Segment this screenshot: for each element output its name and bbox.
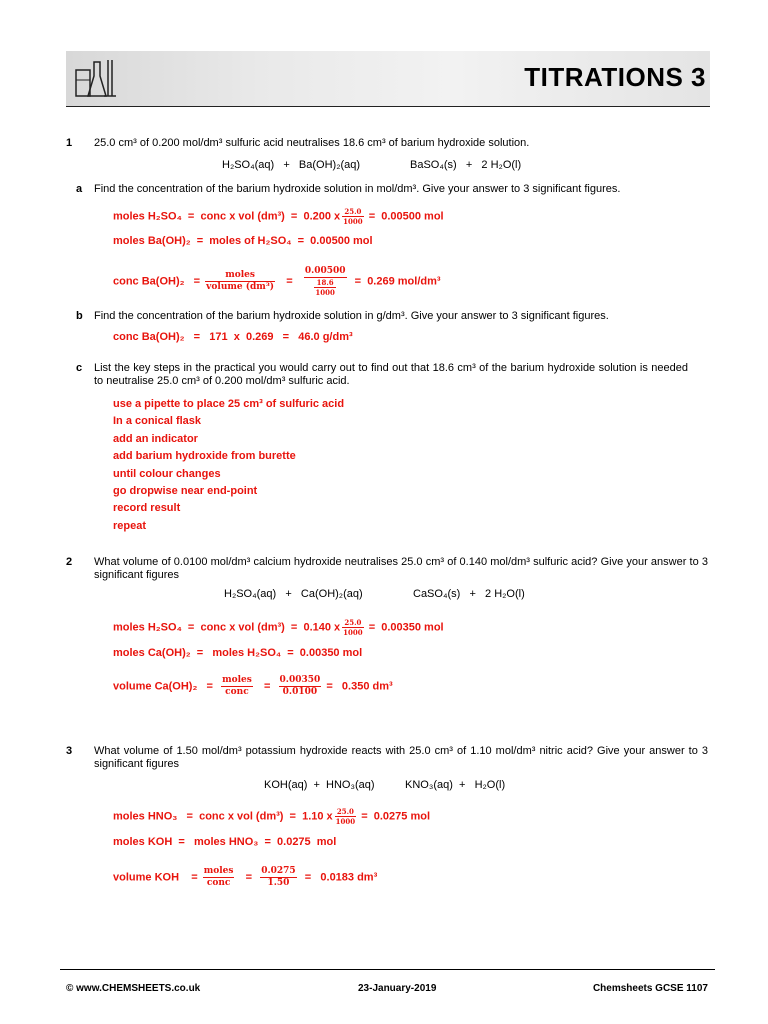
fraction-numerator: 0.00500 <box>304 266 346 276</box>
question-1-number: 1 <box>66 137 73 149</box>
q2-answer-line-2: moles Ca(OH)₂ = moles H₂SO₄ = 0.00350 mol <box>113 647 363 659</box>
question-2-number: 2 <box>66 556 73 568</box>
list-item: record result <box>113 502 181 515</box>
fraction-numerator: 18.6 <box>314 278 335 288</box>
list-item: until colour changes <box>113 467 221 480</box>
question-3-equation-right: KNO₃(aq) + H₂O(l) <box>405 779 506 791</box>
q3-answer-line-2: moles KOH = moles HNO₃ = 0.0275 mol <box>113 836 337 848</box>
q3-line3-fraction-2 <box>260 866 296 889</box>
q3-line1-result: = 0.0275 mol <box>361 810 430 823</box>
question-1b-text: Find the concentration of the barium hydroxide solution in g/dm³. Give your answer to 3 significant figures. <box>94 310 609 322</box>
q2-line3-result: = 0.350 dm³ <box>326 680 393 693</box>
list-item: In a conical flask <box>113 415 202 428</box>
q1a-line3-fraction <box>205 270 275 293</box>
q1a-answer-line-1 <box>113 207 444 226</box>
q2-line1-result: = 0.00350 mol <box>368 621 444 634</box>
q1a-line1-fraction <box>342 207 363 226</box>
footer-website: © www.CHEMSHEETS.co.uk <box>66 983 201 994</box>
question-3-text: What volume of 1.50 mol/dm³ potassium hydroxide reacts with 25.0 cm³ of 1.10 mol/dm³ nitric acid? Give your answer to 3 significant figures <box>94 745 708 770</box>
equals-sign: = <box>245 871 253 884</box>
equals-sign: = <box>286 275 293 288</box>
q2-line1-text: moles H₂SO₄ = conc x vol (dm³) = 0.140 x <box>113 621 341 634</box>
question-2-text: What volume of 0.0100 mol/dm³ calcium hydroxide neutralises 25.0 cm³ of 0.140 mol/dm³ sulfuric acid? Give your answer to 3 significant figures <box>94 556 708 581</box>
fraction-numerator: 25.0 <box>342 207 363 217</box>
fraction-numerator: moles <box>205 270 275 282</box>
fraction-denominator: 1.50 <box>267 878 290 888</box>
list-item: add an indicator <box>113 432 198 445</box>
footer-divider <box>60 969 715 970</box>
fraction-denominator: 0.0100 <box>282 687 318 697</box>
q1a-answer-line-2: moles Ba(OH)₂ = moles of H₂SO₄ = 0.00500 mol <box>113 235 373 247</box>
q2-line3-fraction-2 <box>279 675 322 698</box>
question-1c-text: List the key steps in the practical you would carry out to find out that 18.6 cm³ of the barium hydroxide solution is needed to neutralise 25.0 cm³ of 0.200 mol/dm³ sulfuric acid. <box>94 362 688 387</box>
fraction-numerator: moles <box>222 675 252 685</box>
fraction-numerator: moles <box>203 866 234 876</box>
q1b-answer: conc Ba(OH)₂ = 171 x 0.269 = 46.0 g/dm³ <box>113 331 353 343</box>
fraction-denominator: 1000 <box>315 288 335 297</box>
fraction-denominator: conc <box>206 878 231 888</box>
q3-line1-text: moles HNO₃ = conc x vol (dm³) = 1.10 x <box>113 810 333 823</box>
q1a-line1-text: moles H₂SO₄ = conc x vol (dm³) = 0.200 x <box>113 210 341 223</box>
lab-glassware-icon <box>74 56 118 105</box>
question-3-equation-left: KOH(aq) + HNO₃(aq) <box>264 779 375 791</box>
equals-sign: = <box>263 680 271 693</box>
footer-sheet-code: Chemsheets GCSE 1107 <box>592 983 708 994</box>
page-title: TITRATIONS 3 <box>524 62 706 92</box>
fraction-denominator: volume (dm³) <box>206 282 275 292</box>
q2-line3-fraction <box>221 675 253 698</box>
list-item: repeat <box>113 519 147 532</box>
footer-date: 23-January-2019 <box>358 983 437 994</box>
question-1b-label: b <box>76 310 83 322</box>
q1a-line3-result: = 0.269 mol/dm³ <box>354 275 441 288</box>
q3-line3-text: volume KOH = <box>113 871 198 884</box>
list-item: go dropwise near end-point <box>113 485 258 498</box>
q1a-line3-fraction-2 <box>304 266 347 297</box>
fraction-numerator: 0.00350 <box>279 675 321 685</box>
question-1-text: 25.0 cm³ of 0.200 mol/dm³ sulfuric acid neutralises 18.6 cm³ of barium hydroxide solution. <box>94 137 530 149</box>
fraction-denominator: 1000 <box>335 817 356 826</box>
q3-line3-fraction <box>203 866 235 889</box>
question-1a-text: Find the concentration of the barium hydroxide solution in mol/dm³. Give your answer to 3 significant figures. <box>94 183 621 195</box>
question-1-equation-left: H₂SO₄(aq) + Ba(OH)₂(aq) <box>222 159 361 171</box>
question-1a-label: a <box>76 183 83 195</box>
q2-answer-line-3 <box>113 675 393 698</box>
fraction-denominator <box>304 278 347 297</box>
question-1c-label: c <box>76 362 83 374</box>
q3-line1-fraction <box>335 807 356 826</box>
question-2-equation-right: CaSO₄(s) + 2 H₂O(l) <box>413 588 525 600</box>
q1a-line1-result: = 0.00500 mol <box>368 210 444 223</box>
q3-line3-result: = 0.0183 dm³ <box>304 871 378 884</box>
q2-line1-fraction <box>342 618 363 637</box>
header-divider <box>66 106 710 107</box>
question-3-number: 3 <box>66 745 73 757</box>
list-item: use a pipette to place 25 cm³ of sulfuric acid <box>113 398 345 410</box>
fraction-numerator: 0.0275 <box>261 866 296 876</box>
q3-answer-line-3 <box>113 866 377 889</box>
fraction-numerator: 25.0 <box>342 618 363 628</box>
q2-line3-text: volume Ca(OH)₂ = <box>113 680 213 693</box>
fraction-denominator: 1000 <box>343 217 363 226</box>
fraction-denominator: conc <box>225 687 249 697</box>
q1a-line3-text: conc Ba(OH)₂ = <box>113 275 201 288</box>
fraction-denominator: 1000 <box>343 628 363 637</box>
list-item: add barium hydroxide from burette <box>113 450 296 463</box>
question-1-equation-right: BaSO₄(s) + 2 H₂O(l) <box>410 159 522 171</box>
q1a-answer-line-3 <box>113 266 441 297</box>
q2-answer-line-1 <box>113 618 444 637</box>
q1c-steps-list <box>113 396 344 535</box>
q3-answer-line-1 <box>113 807 430 826</box>
fraction-numerator: 25.0 <box>335 807 356 817</box>
question-2-equation-left: H₂SO₄(aq) + Ca(OH)₂(aq) <box>224 588 363 600</box>
